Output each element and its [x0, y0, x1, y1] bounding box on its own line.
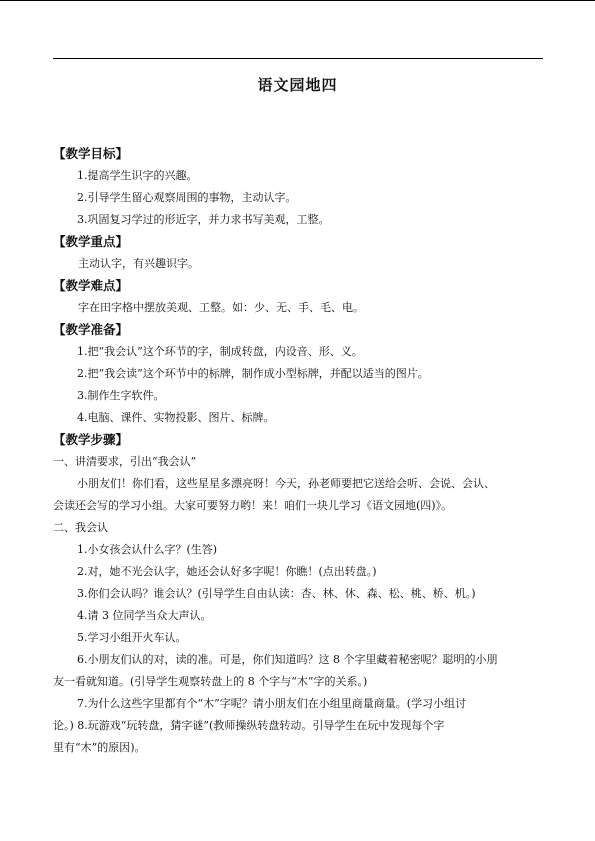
prep-line: 3.制作生字软件。	[77, 389, 165, 402]
steps-part2-line: 里有“木”的原因)。	[53, 741, 146, 754]
section-heading-focus: 【教学重点】	[53, 234, 129, 249]
steps-part2-line: 4.请 3 位同学当众大声认。	[77, 609, 212, 622]
document-body	[53, 143, 543, 759]
goal-line: 3.巩固复习学过的形近字，并力求书写美观，工整。	[77, 213, 330, 226]
header-rule	[53, 58, 543, 59]
section-heading-steps: 【教学步骤】	[53, 432, 129, 447]
steps-part2-line: 5.学习小组开火车认。	[77, 631, 187, 644]
top-border	[0, 0, 595, 1]
steps-part1-line: 小朋友们！你们看，这些星星多漂亮呀！今天，孙老师要把它送给会听、会说、会认、	[77, 477, 495, 490]
steps-part2-title: 二、我会认	[53, 521, 108, 534]
prep-line: 2.把“我会读”这个环节中的标牌，制作成小型标牌，并配以适当的图片。	[77, 367, 429, 380]
page-title: 语文园地四	[257, 76, 338, 94]
steps-part2-line: 7.为什么这些字里都有个“木”字呢？请小朋友们在小组里商量商量。(学习小组讨	[77, 697, 467, 710]
steps-part1-title: 一、讲清要求，引出“我会认”	[53, 455, 197, 468]
steps-part2-line: 友一看就知道。(引导学生观察转盘上的 8 个字与“木”字的关系。)	[53, 675, 368, 688]
goal-line: 1.提高学生识字的兴趣。	[77, 169, 198, 182]
prep-line: 1.把“我会认”这个环节的字，制成转盘，内设音、形、义。	[77, 345, 363, 358]
goal-line: 2.引导学生留心观察周围的事物，主动认字。	[77, 191, 297, 204]
steps-part2-line: 1.小女孩会认什么字？(生答)	[77, 543, 218, 556]
difficulty-line: 字在田字格中摆放美观、工整。如：少、无、手、毛、电。	[78, 301, 364, 314]
section-heading-goals: 【教学目标】	[53, 146, 129, 161]
prep-line: 4.电脑、课件、实物投影、图片、标牌。	[77, 411, 275, 424]
focus-line: 主动认字，有兴趣识字。	[78, 257, 199, 270]
steps-part2-line: 6.小朋友们认的对，读的准。可是，你们知道吗？这 8 个字里藏着秘密呢？聪明的小朋	[77, 653, 498, 666]
steps-part1-line: 会读还会写的学习小组。大家可要努力哟！来！咱们一块儿学习《语文园地(四)》。	[53, 499, 453, 512]
section-heading-difficulty: 【教学难点】	[53, 278, 129, 293]
steps-part2-line: 3.你们会认吗？谁会认？(引导学生自由认读：杏、林、休、森、松、桃、桥、机。)	[77, 587, 476, 600]
section-heading-prep: 【教学准备】	[53, 322, 129, 337]
steps-part2-line: 2.对，她不光会认字，她还会认好多字呢！你瞧！(点出转盘。)	[77, 565, 377, 578]
steps-part2-line: 论。) 8.玩游戏“玩转盘，猜字谜”(教师操纵转盘转动。引导学生在玩中发现每个字	[53, 719, 445, 732]
